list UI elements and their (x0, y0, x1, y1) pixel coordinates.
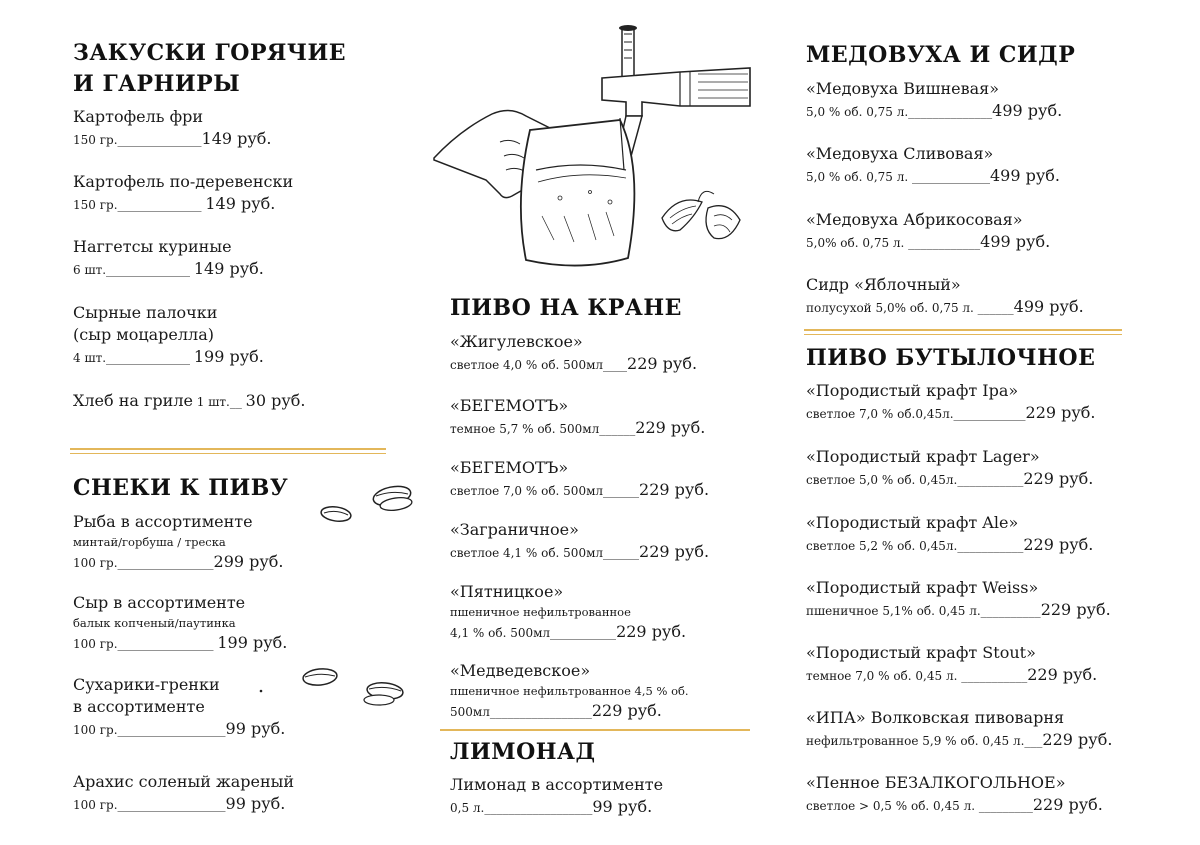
item-desc: минтай/горбуша / треска (73, 535, 226, 549)
item-price: 229 руб. (639, 542, 710, 561)
menu-item (450, 331, 697, 376)
menu-item (806, 78, 1062, 123)
item-line: 5,0% об. 0,75 л. ____________499 руб. (806, 232, 1051, 251)
item-price: 229 руб. (1023, 535, 1094, 554)
menu-item (450, 774, 663, 819)
item-name: Рыба в ассортименте (73, 512, 253, 531)
item-price: 299 руб. (213, 552, 284, 571)
item-name: «Жигулевское» (450, 332, 583, 351)
item-price: 229 руб. (1023, 469, 1094, 488)
item-name: «ИПА» Волковская пивоварня (806, 708, 1065, 727)
item-name: Наггетсы куриные (73, 237, 232, 256)
item-line: 4,1 % об. 500мл___________229 руб. (450, 622, 687, 641)
menu-item (450, 457, 709, 502)
menu-item (73, 171, 293, 216)
item-price: 229 руб. (1032, 795, 1103, 814)
item-name: «Породистый крафт Ipa» (806, 381, 1019, 400)
menu-item (806, 707, 1112, 752)
item-line: светлое 4,1 % об. 500мл______229 руб. (450, 542, 710, 561)
menu-item (73, 771, 294, 816)
item-line: 4 шт.______________ 199 руб. (73, 347, 264, 366)
menu-item (450, 395, 705, 440)
menu-item (73, 106, 272, 151)
item-name: Арахис соленый жареный (73, 772, 295, 791)
item-name-line2: в ассортименте (73, 697, 205, 716)
peanut-illustration (318, 478, 414, 528)
menu-item (806, 642, 1097, 687)
item-line: светлое 5,0 % об. 0,45л.___________229 руб. (806, 469, 1094, 488)
item-name: «Заграничное» (450, 520, 579, 539)
item-name: «Медовуха Сливовая» (806, 144, 994, 163)
menu-item (806, 772, 1103, 817)
item-price: 499 руб. (989, 166, 1060, 185)
menu-item (806, 274, 1084, 319)
item-name: Сидр «Яблочный» (806, 275, 961, 294)
hot-snacks-title-line2: И ГАРНИРЫ (73, 71, 241, 97)
item-price: 30 руб. (245, 391, 306, 410)
item-name: «Породистый крафт Stout» (806, 643, 1036, 662)
item-line: 100 гр.________________ 199 руб. (73, 633, 288, 652)
menu-item (450, 660, 689, 723)
item-note: 1 шт. (192, 395, 230, 409)
item-name: Хлеб на гриле (73, 391, 193, 410)
item-name: Картофель фри (73, 107, 204, 126)
item-name: «Медовуха Абрикосовая» (806, 210, 1023, 229)
item-price: 229 руб. (627, 354, 698, 373)
item-desc: пшеничное нефильтрованное (450, 605, 631, 619)
item-line: 150 гр.______________ 149 руб. (73, 194, 276, 213)
item-line: темное 5,7 % об. 500мл______229 руб. (450, 418, 706, 437)
item-desc: пшеничное нефильтрованное 4,5 % об. (450, 684, 689, 698)
item-name: «Медведевское» (450, 661, 591, 680)
hot-snacks-title-line1: ЗАКУСКИ ГОРЯЧИЕ (73, 40, 347, 66)
item-price: 149 руб. (201, 129, 272, 148)
item-name: «БЕГЕМОТЪ» (450, 458, 569, 477)
menu-item (806, 143, 1060, 188)
item-price: 229 руб. (1025, 403, 1096, 422)
item-name: «Породистый крафт Ale» (806, 513, 1019, 532)
item-price: 229 руб. (635, 418, 706, 437)
menu-item (450, 519, 709, 564)
item-price: 149 руб. (205, 194, 276, 213)
menu-item (806, 446, 1093, 491)
item-name: «Породистый крафт Weiss» (806, 578, 1039, 597)
mead-cider-title: МЕДОВУХА И СИДР (806, 42, 1076, 68)
beer-tap-illustration (430, 20, 760, 290)
item-price: 99 руб. (225, 794, 286, 813)
item-price: 229 руб. (591, 701, 662, 720)
item-line: темное 7,0 % об. 0,45 л. ___________229 руб. (806, 665, 1098, 684)
menu-item (73, 390, 305, 413)
item-line: 0,5 л.__________________99 руб. (450, 797, 653, 816)
bottled-beer-title: ПИВО БУТЫЛОЧНОЕ (806, 345, 1096, 371)
item-name: Лимонад в ассортименте (450, 775, 664, 794)
item-price: 229 руб. (1040, 600, 1111, 619)
item-line: 5,0 % об. 0,75 л. _____________499 руб. (806, 166, 1060, 185)
menu-item (73, 236, 264, 281)
divider (440, 729, 750, 731)
item-line: светлое 4,0 % об. 500мл____229 руб. (450, 354, 698, 373)
divider (804, 334, 1122, 335)
item-line: 150 гр.______________149 руб. (73, 129, 272, 148)
item-name: «Медовуха Вишневая» (806, 79, 1000, 98)
item-line: 500мл_________________229 руб. (450, 701, 662, 720)
tap-beer-title: ПИВО НА КРАНЕ (450, 295, 682, 321)
item-price: 229 руб. (1027, 665, 1098, 684)
item-line: пшеничное 5,1% об. 0,45 л.__________229 руб. (806, 600, 1111, 619)
item-price: 499 руб. (992, 101, 1063, 120)
item-line: Хлеб на гриле 1 шт.__ 30 руб. (73, 391, 306, 410)
divider (70, 448, 386, 450)
item-line: 5,0 % об. 0,75 л.______________499 руб. (806, 101, 1063, 120)
menu-item (806, 209, 1050, 254)
item-line: светлое 7,0 % об. 500мл______229 руб. (450, 480, 710, 499)
item-name: «БЕГЕМОТЪ» (450, 396, 569, 415)
item-name: Сыр в ассортименте (73, 593, 246, 612)
item-price: 229 руб. (639, 480, 710, 499)
item-name: Картофель по-деревенски (73, 172, 294, 191)
menu-item (806, 577, 1111, 622)
menu-item (73, 302, 264, 369)
item-line: светлое 7,0 % об.0,45л.____________229 руб. (806, 403, 1096, 422)
menu-item (450, 581, 686, 644)
menu-item (73, 674, 285, 741)
lemonade-title: ЛИМОНАД (450, 739, 596, 765)
item-price: 499 руб. (1013, 297, 1084, 316)
item-price: 199 руб. (193, 347, 264, 366)
item-desc: балык копченый/паутинка (73, 616, 236, 630)
item-line: нефильтрованное 5,9 % об. 0,45 л.___229 руб. (806, 730, 1113, 749)
item-line: полусухой 5,0% об. 0,75 л. ______499 руб. (806, 297, 1084, 316)
item-price: 229 руб. (616, 622, 687, 641)
item-line: 100 гр.________________299 руб. (73, 552, 284, 571)
item-price: 99 руб. (592, 797, 653, 816)
item-price: 199 руб. (217, 633, 288, 652)
item-name: Сырные палочки (73, 303, 218, 322)
item-line: 100 гр.__________________99 руб. (73, 719, 286, 738)
menu-item (73, 511, 284, 574)
menu-item (73, 592, 287, 655)
item-price: 229 руб. (1042, 730, 1113, 749)
divider (70, 453, 386, 454)
item-line: 100 гр.__________________99 руб. (73, 794, 286, 813)
item-line: 6 шт.______________ 149 руб. (73, 259, 264, 278)
menu-item (806, 380, 1096, 425)
divider (804, 329, 1122, 331)
item-price: 99 руб. (225, 719, 286, 738)
menu-item (806, 512, 1093, 557)
beer-snacks-title: СНЕКИ К ПИВУ (73, 475, 289, 501)
item-name: «Пятницкое» (450, 582, 564, 601)
item-name: «Пенное БЕЗАЛКОГОЛЬНОЕ» (806, 773, 1066, 792)
item-name: «Породистый крафт Lager» (806, 447, 1040, 466)
item-line: светлое 5,2 % об. 0,45л.___________229 руб. (806, 535, 1094, 554)
item-name: Сухарики-гренки (73, 675, 220, 694)
peanut-illustration (295, 663, 411, 711)
item-price: 149 руб. (193, 259, 264, 278)
item-name-line2: (сыр моцарелла) (73, 325, 214, 344)
item-line: светлое > 0,5 % об. 0,45 л. _________229 руб. (806, 795, 1103, 814)
item-price: 499 руб. (980, 232, 1051, 251)
